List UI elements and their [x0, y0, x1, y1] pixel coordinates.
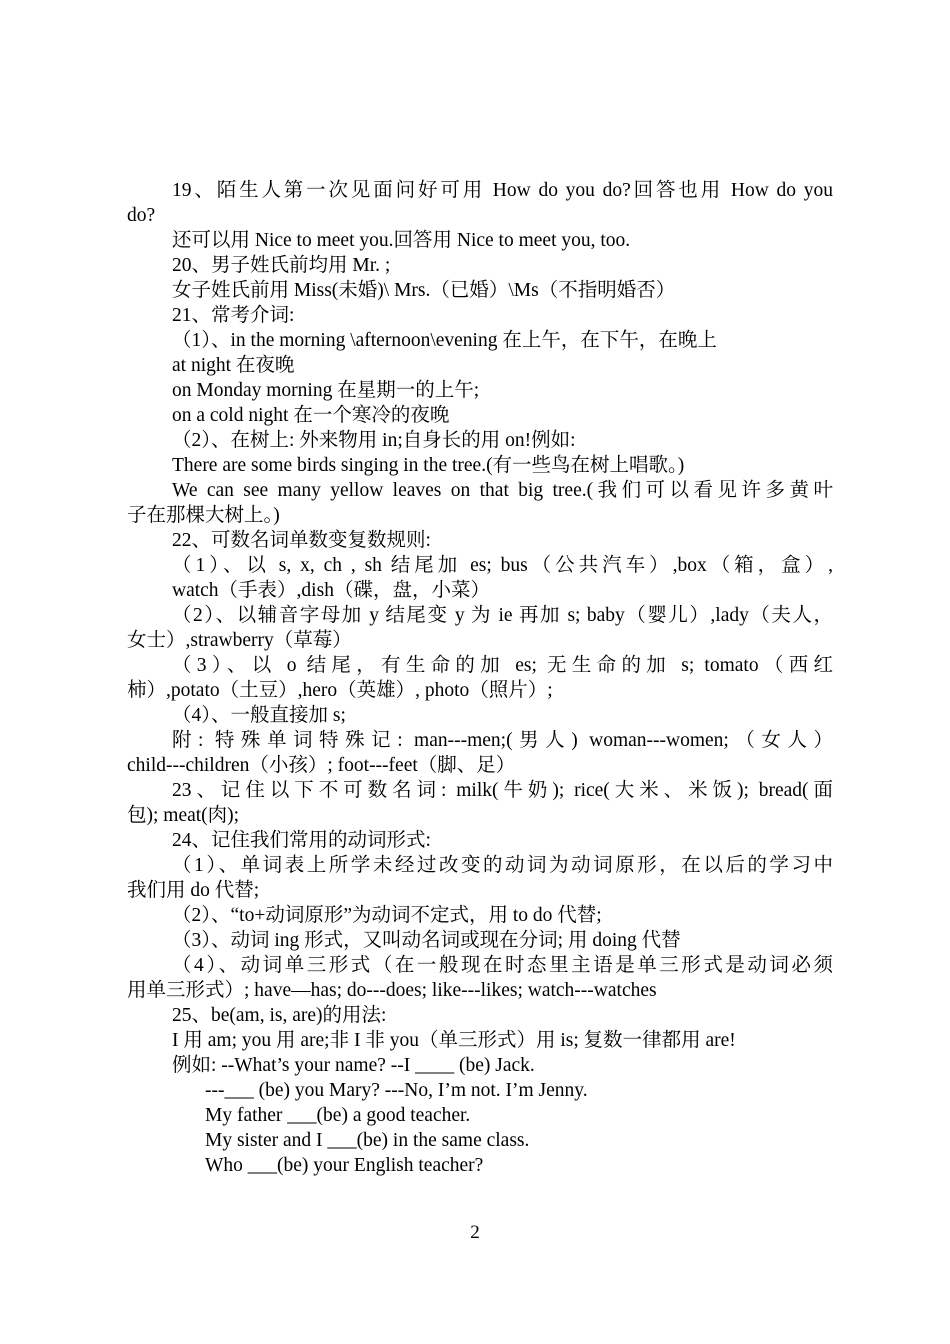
text-line: （2）、“to+动词原形”为动词不定式，用 to do 代替; — [172, 905, 602, 926]
text-line: （4）、动词单三形式（在一般现在时态里主语是单三形式是动词必须 — [172, 955, 833, 976]
text-line: 女士）,strawberry（草莓） — [127, 630, 352, 651]
text-line: 用单三形式）; have—has; do---does; like---likes; watch---watches — [127, 980, 657, 1001]
text-line: I 用 am; you 用 are;非 I 非 you（单三形式）用 is; 复数一律都用 are! — [172, 1030, 736, 1051]
text-line: 20、男子姓氏前均用 Mr. ; — [172, 255, 391, 276]
text-line: 子在那棵大树上。) — [127, 505, 280, 526]
text-line: 柿）,potato（土豆）,hero（英雄）, photo（照片）; — [127, 680, 553, 701]
text-line: 23、记住以下不可数名词: milk(牛奶); rice(大米、米饭); bread(面 — [172, 780, 833, 801]
text-line: There are some birds singing in the tree.(有一些鸟在树上唱歌。) — [172, 455, 685, 476]
text-line: on a cold night 在一个寒冷的夜晚 — [172, 405, 450, 426]
text-line: （3）、以 o 结尾，有生命的加 es; 无生命的加 s; tomato（西红 — [172, 655, 833, 676]
text-line: （4）、一般直接加 s; — [172, 705, 346, 726]
text-line: （3）、动词 ing 形式，又叫动名词或现在分词; 用 doing 代替 — [172, 930, 681, 951]
text-line: on Monday morning 在星期一的上午; — [172, 380, 480, 401]
text-line: My sister and I ___(be) in the same class. — [205, 1130, 530, 1151]
text-line: 24、记住我们常用的动词形式: — [172, 830, 431, 851]
document-body — [127, 178, 833, 1178]
text-line: 19、陌生人第一次见面问好可用 How do you do?回答也用 How do you — [172, 180, 833, 201]
text-line: 女子姓氏前用 Miss(未婚)\ Mrs.（已婚）\Ms（不指明婚否） — [172, 280, 676, 301]
text-line: （1）、单词表上所学未经过改变的动词为动词原形，在以后的学习中 — [172, 855, 833, 876]
text-line: 例如: --What’s your name? --I ____ (be) Jack. — [172, 1055, 535, 1076]
text-line: do? — [127, 205, 156, 226]
text-line: 我们用 do 代替; — [127, 880, 260, 901]
page-number: 2 — [470, 1222, 480, 1243]
text-line: （2）、以辅音字母加 y 结尾变 y 为 ie 再加 s; baby（婴儿）,lady（夫人， — [172, 605, 833, 626]
text-line: We can see many yellow leaves on that big tree.(我们可以看见许多黄叶 — [172, 480, 833, 501]
text-line: 还可以用 Nice to meet you.回答用 Nice to meet you, too. — [172, 230, 631, 251]
text-line: （1）、以 s, x, ch , sh 结尾加 es; bus（公共汽车）,box（箱，盒）, — [172, 555, 833, 576]
text-line: at night 在夜晚 — [172, 355, 295, 376]
text-line: child---children（小孩）; foot---feet（脚、足） — [127, 755, 516, 776]
text-line: （1）、in the morning \afternoon\evening 在上午，在下午，在晚上 — [172, 330, 717, 351]
text-line: 21、常考介词: — [172, 305, 295, 326]
text-line: （2）、在树上: 外来物用 in;自身长的用 on!例如: — [172, 430, 576, 451]
text-line: 22、可数名词单数变复数规则: — [172, 530, 431, 551]
text-line: 包); meat(肉); — [127, 805, 240, 826]
text-line: ---___ (be) you Mary? ---No, I’m not. I’m Jenny. — [205, 1080, 588, 1101]
text-line: watch（手表）,dish（碟，盘，小菜） — [172, 580, 490, 601]
text-line: 附: 特殊单词特殊记: man---men;(男人) woman---women;（女人） — [172, 730, 833, 751]
text-line: My father ___(be) a good teacher. — [205, 1105, 471, 1126]
text-line: 25、be(am, is, are)的用法: — [172, 1005, 387, 1026]
text-line: Who ___(be) your English teacher? — [205, 1155, 484, 1176]
